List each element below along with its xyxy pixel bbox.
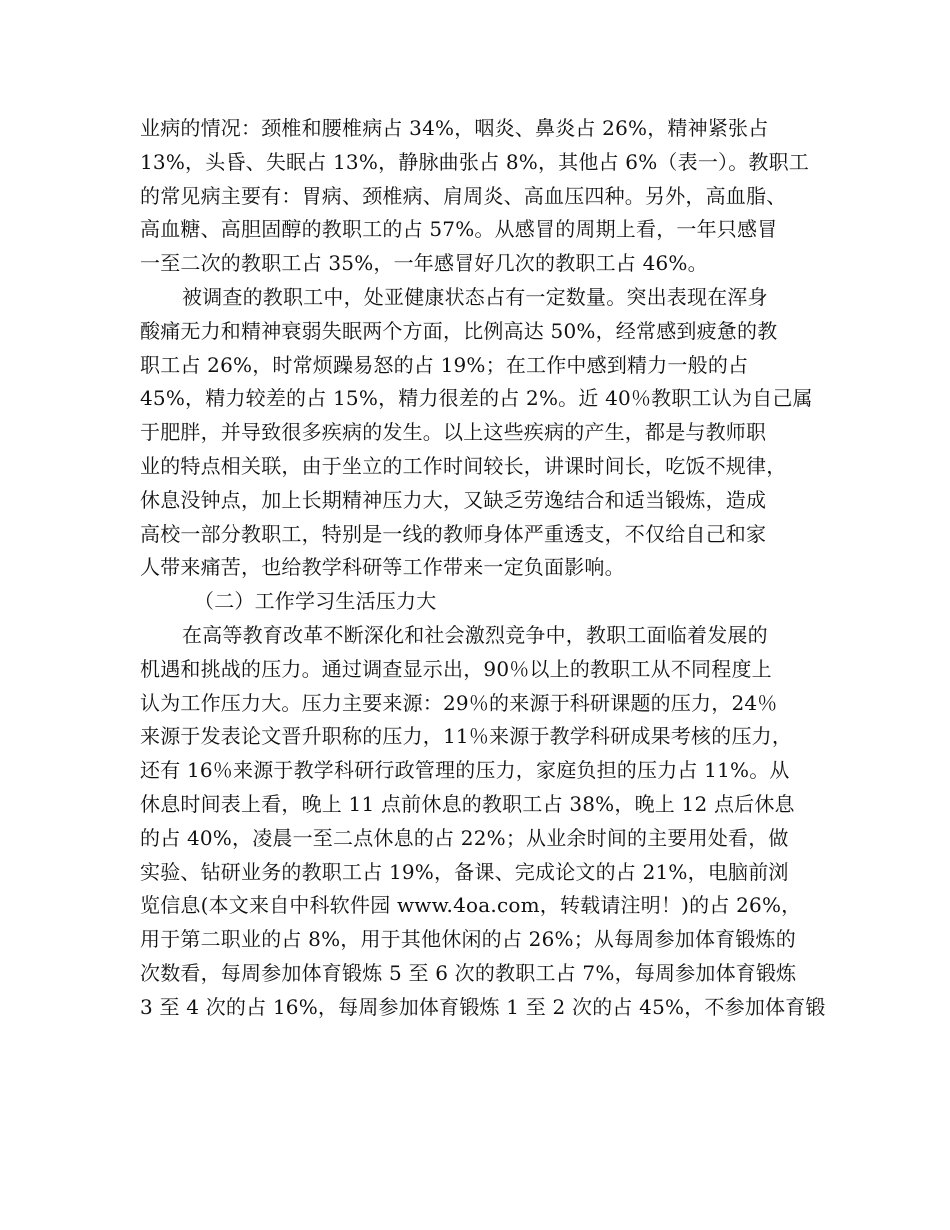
text-line: 职工占 26%，时常烦躁易怒的占 19%；在工作中感到精力一般的占: [140, 352, 749, 377]
text-line: 认为工作压力大。压力主要来源：29％的来源于科研课题的压力，24％: [140, 690, 778, 715]
text-line: 休息没钟点，加上长期精神压力大，又缺乏劳逸结合和适当锻炼，造成: [140, 487, 767, 512]
text-line: 次数看，每周参加体育锻炼 5 至 6 次的教职工占 7%，每周参加体育锻炼: [140, 960, 797, 985]
text-line: 用于第二职业的占 8%，用于其他休闲的占 26%；从每周参加体育锻炼的: [140, 927, 796, 952]
paragraph-first-line: 被调查的教职工中，处亚健康状态占有一定数量。突出表现在浑身: [182, 284, 768, 309]
body-text: [140, 112, 826, 1025]
section-heading: （二）工作学习生活压力大: [194, 589, 437, 614]
text-line: 3 至 4 次的占 16%，每周参加体育锻炼 1 至 2 次的占 45%，不参加体育锻: [140, 994, 826, 1019]
text-line: 酸痛无力和精神衰弱失眠两个方面，比例高达 50%，经常感到疲惫的教: [140, 318, 778, 343]
text-line: 于肥胖，并导致很多疾病的发生。以上这些疾病的产生，都是与教师职: [140, 420, 767, 445]
text-line: 一至二次的教职工占 35%，一年感冒好几次的教职工占 46%。: [140, 251, 708, 276]
text-line: 高校一部分教职工，特别是一线的教师身体严重透支，不仅给自己和家: [140, 521, 767, 546]
text-line: 45%，精力较差的占 15%，精力很差的占 2%。近 40％教职工认为自己属: [140, 386, 813, 411]
text-line: 人带来痛苦，也给教学科研等工作带来一定负面影响。: [140, 555, 625, 580]
text-line: 休息时间表上看，晚上 11 点前休息的教职工占 38%，晚上 12 点后休息: [140, 791, 795, 816]
text-line: 机遇和挑战的压力。通过调查显示出，90％以上的教职工从不同程度上: [140, 656, 772, 681]
paragraph-first-line: 在高等教育改革不断深化和社会激烈竞争中，教职工面临着发展的: [182, 622, 768, 647]
text-line: 还有 16％来源于教学科研行政管理的压力，家庭负担的压力占 11%。从: [140, 758, 790, 783]
text-line: 业的特点相关联，由于坐立的工作时间较长，讲课时间长，吃饭不规律，: [140, 453, 787, 478]
text-line: 13%，头昏、失眠占 13%，静脉曲张占 8%，其他占 6%（表一）。教职工: [140, 149, 810, 174]
text-line: 来源于发表论文晋升职称的压力，11％来源于教学科研成果考核的压力，: [140, 724, 793, 749]
text-line: 的占 40%，凌晨一至二点休息的占 22%；从业余时间的主要用处看，做: [140, 825, 789, 850]
text-line: 览信息(本文来自中科软件园 www.4oa.com，转载请注明！)的占 26%，: [140, 893, 802, 918]
text-line: 高血糖、高胆固醇的教职工的占 57%。从感冒的周期上看，一年只感冒: [140, 217, 778, 242]
text-line: 实验、钻研业务的教职工占 19%，备课、完成论文的占 21%，电脑前浏: [140, 859, 789, 884]
text-line: 的常见病主要有：胃病、颈椎病、肩周炎、高血压四种。另外，高血脂、: [140, 183, 787, 208]
text-line: 业病的情况：颈椎和腰椎病占 34%，咽炎、鼻炎占 26%，精神紧张占: [140, 116, 769, 140]
